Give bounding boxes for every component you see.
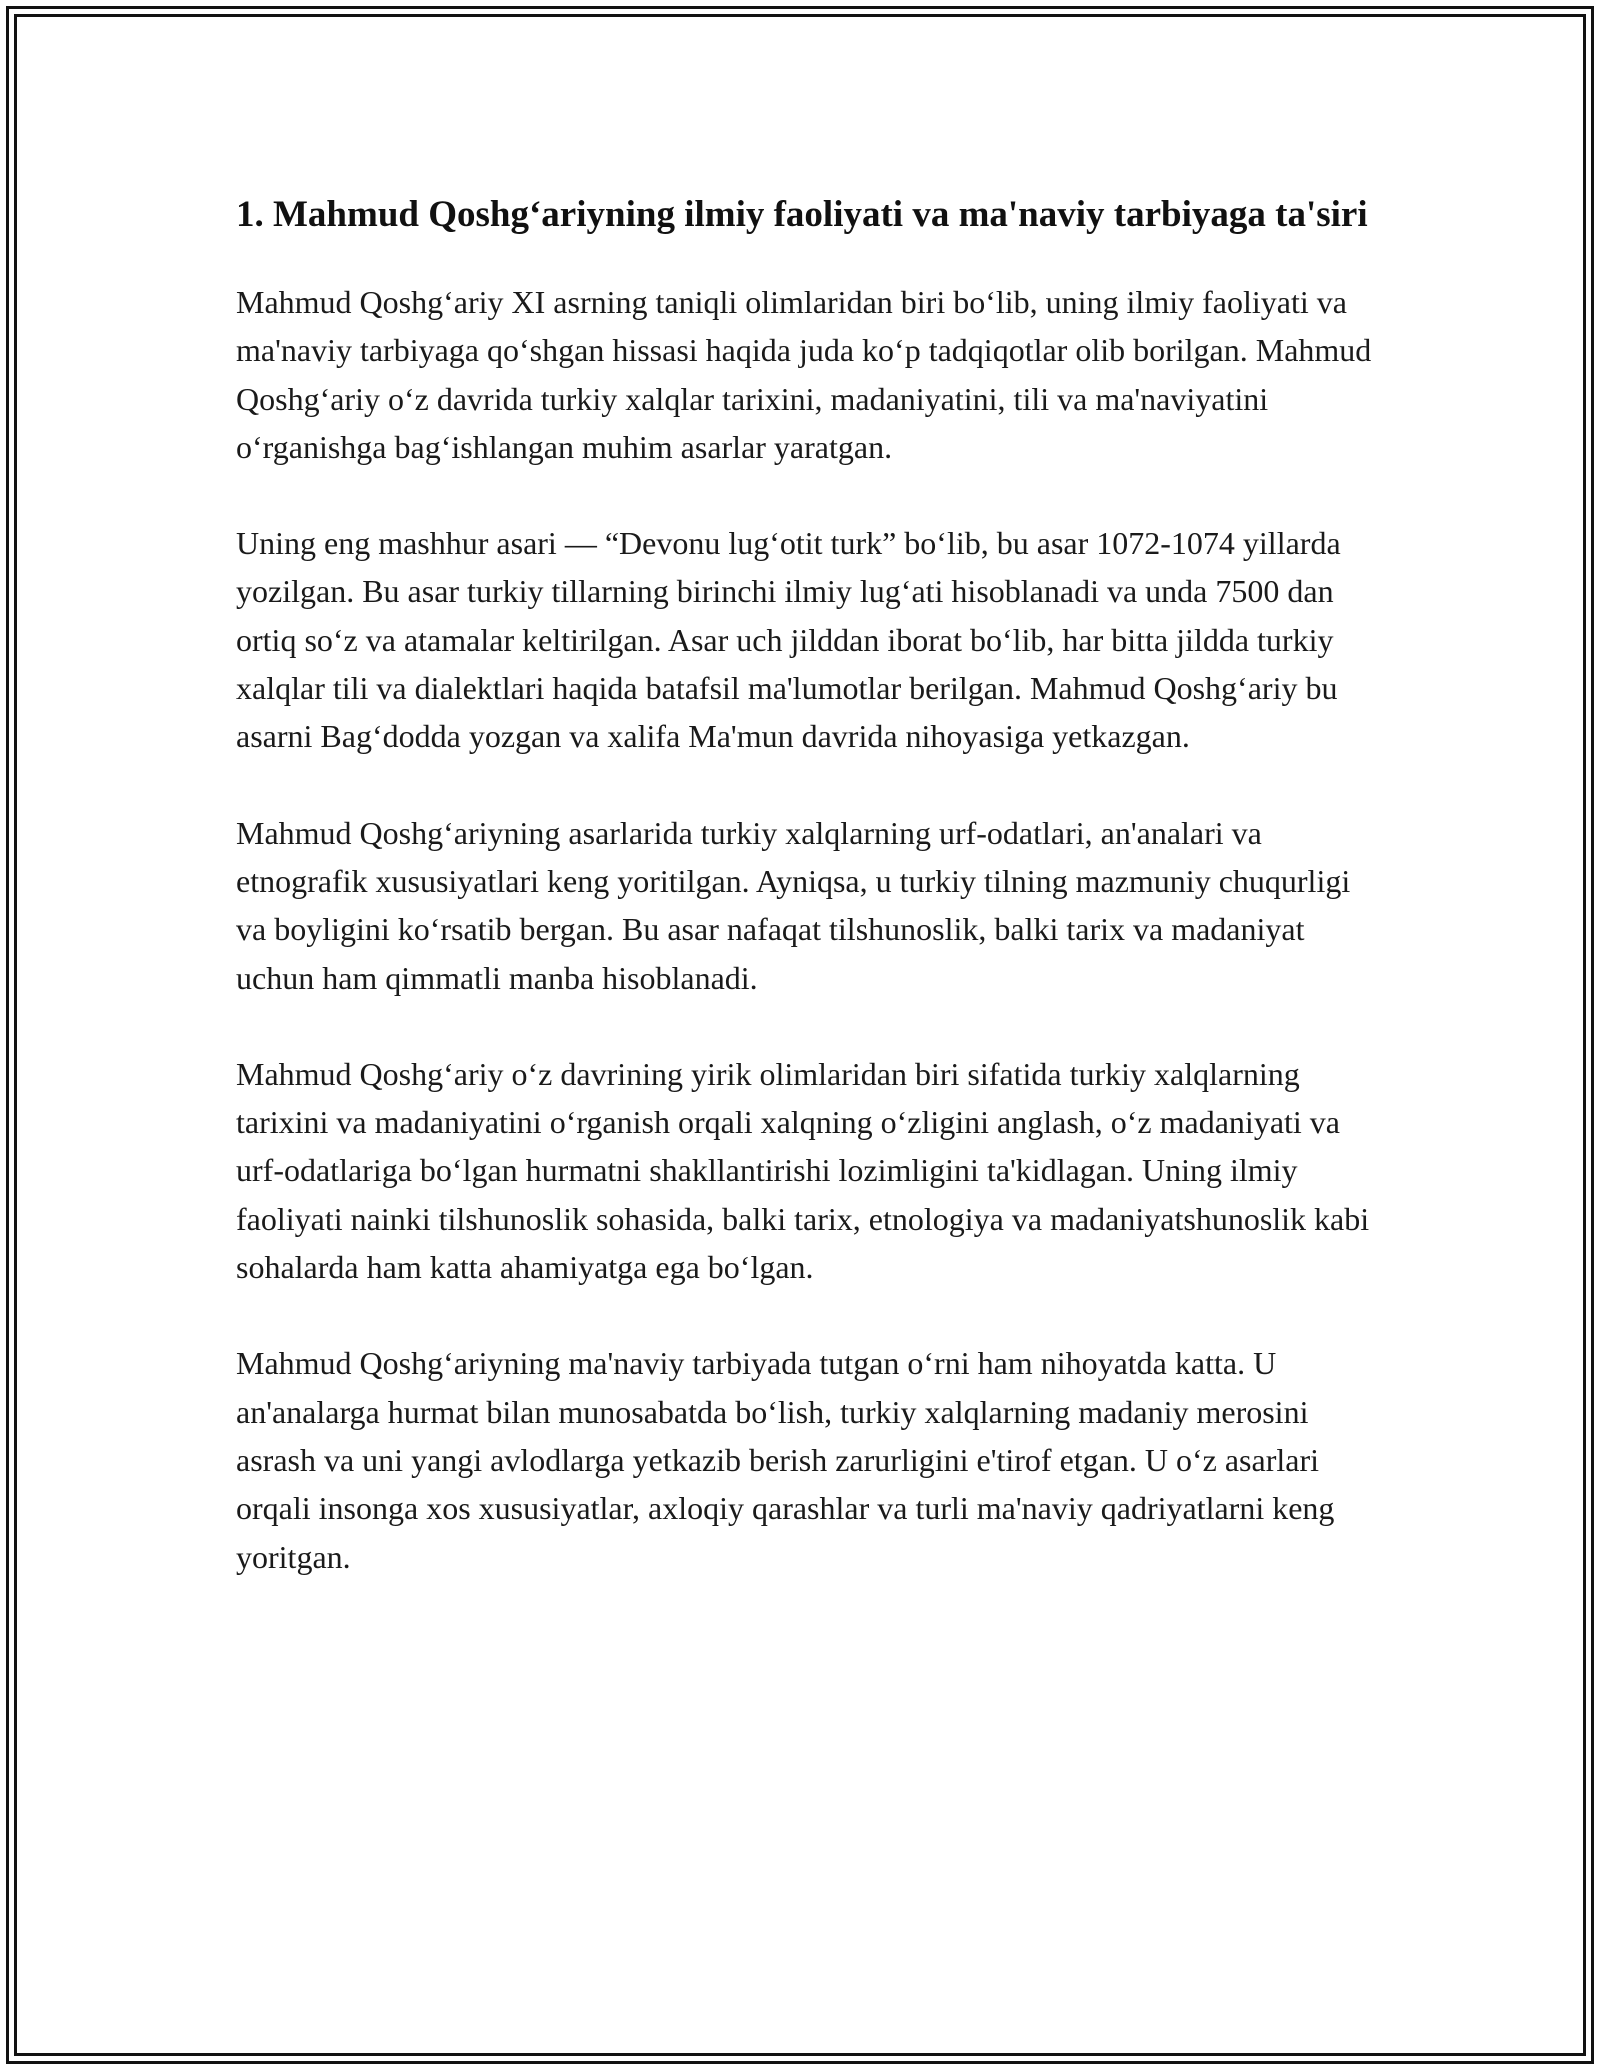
paragraph-1: Mahmud Qoshg‘ariy XI asrning taniqli olimlaridan biri bo‘lib, uning ilmiy faoliyati va ma'naviy tarbiyaga qo‘shgan hissasi haqida juda ko‘p tadqiqotlar olib borilgan. Mahmud Qoshg‘ariy o‘z davrida turkiy xalqlar tarixini, madaniyatini, tili va ma'naviyatini o‘rganishga bag‘ishlangan muhim asarlar yaratgan. bbox=[236, 284, 1372, 465]
paragraph-2: Uning eng mashhur asari — “Devonu lug‘otit turk” bo‘lib, bu asar 1072-1074 yillarda yozilgan. Bu asar turkiy tillarning birinchi ilmiy lug‘ati hisoblanadi va unda 7500 dan ortiq so‘z va atamalar keltirilgan. Asar uch jilddan iborat bo‘lib, har bitta jildda turkiy xalqlar tili va dialektlari haqida batafsil ma'lumotlar berilgan. Mahmud Qoshg‘ariy bu asarni Bag‘dodda yozgan va xalifa Ma'mun davrida nihoyasiga yetkazgan. bbox=[236, 525, 1341, 755]
paragraph-5: Mahmud Qoshg‘ariyning ma'naviy tarbiyada tutgan o‘rni ham nihoyatda katta. U an'analarga hurmat bilan munosabatda bo‘lish, turkiy xalqlarning madaniy merosini asrash va uni yangi avlodlarga yetkazib berish zarurligini e'tirof etgan. U o‘z asarlari orqali insonga xos xususiyatlar, axloqiy qarashlar va turli ma'naviy qadriyatlarni keng yoritgan. bbox=[236, 1345, 1335, 1575]
document-title: 1. Mahmud Qoshg‘ariyning ilmiy faoliyati va ma'naviy tarbiyaga ta'siri bbox=[236, 194, 1368, 235]
paragraph-4: Mahmud Qoshg‘ariy o‘z davrining yirik olimlaridan biri sifatida turkiy xalqlarning tarixini va madaniyatini o‘rganish orqali xalqning o‘zligini anglash, o‘z madaniyati va urf-odatlariga bo‘lgan hurmatni shakllantirishi lozimligini ta'kidlagan. Uning ilmiy faoliyati nainki tilshunoslik sohasida, balki tarix, etnologiya va madaniyatshunoslik kabi sohalarda ham katta ahamiyatga ega bo‘lgan. bbox=[236, 1055, 1370, 1286]
document-body bbox=[236, 188, 1376, 1629]
paragraph-3: Mahmud Qoshg‘ariyning asarlarida turkiy xalqlarning urf-odatlari, an'analari va etnografik xususiyatlari keng yoritilgan. Ayniqsa, u turkiy tilning mazmuniy chuqurligi va boyligini ko‘rsatib bergan. Bu asar nafaqat tilshunoslik, balki tarix va madaniyat uchun ham qimmatli manba hisoblanadi. bbox=[236, 814, 1351, 996]
